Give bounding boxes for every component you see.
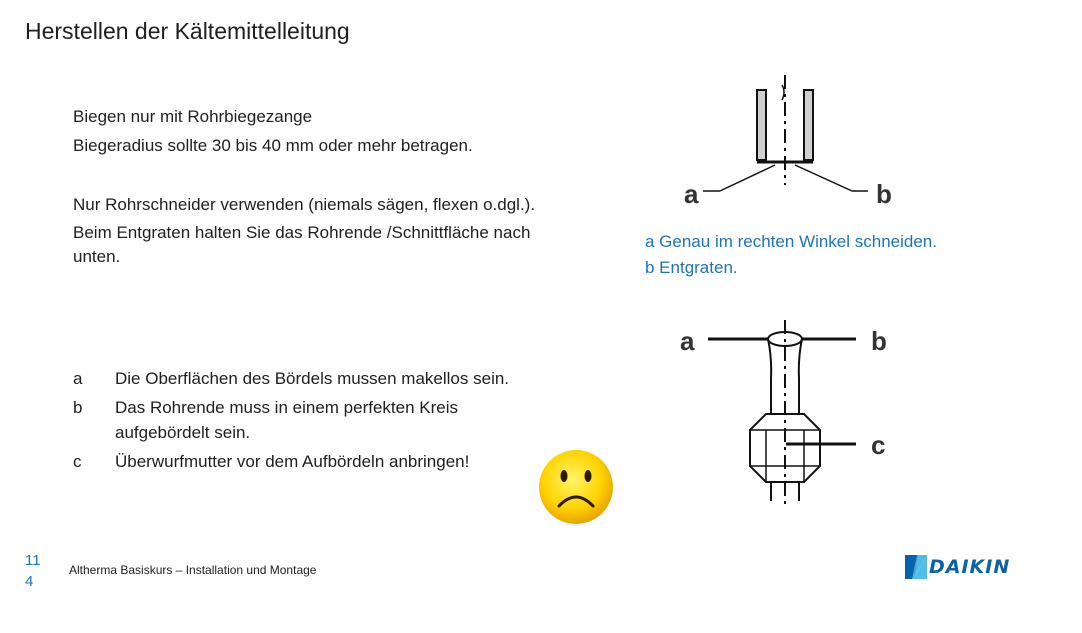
list-item [73, 366, 543, 391]
cutting-line-2: Beim Entgraten halten Sie das Rohrende /Schnittfläche nach [73, 223, 531, 242]
figure1-caption [645, 229, 937, 281]
list-text: Überwurfmutter vor dem Aufbördeln anbringen! [115, 452, 470, 471]
list-text-line-2: aufgebördelt sein. [115, 423, 251, 442]
page-number-line-2: 4 [25, 573, 34, 590]
figure1-label-b: b [876, 179, 892, 209]
list-text [115, 395, 543, 445]
bending-line-1: Biegen nur mit Rohrbiegezange [73, 107, 313, 126]
figure1-label-a: a [684, 179, 699, 209]
figure2-label-c: c [871, 430, 886, 460]
pipe-cut-diagram [668, 70, 908, 220]
flare-requirements-list [73, 366, 543, 478]
flare-nut-diagram [668, 318, 908, 518]
list-text: Die Oberflächen des Bördels mussen makellos sein. [115, 369, 510, 388]
list-item [73, 449, 543, 474]
caption-b: b Entgraten. [645, 258, 738, 277]
daikin-logo-mark [905, 555, 927, 579]
sad-face-icon [537, 448, 615, 526]
daikin-logo [905, 555, 1010, 579]
bending-text [73, 102, 473, 160]
bending-line-2: Biegeradius sollte 30 bis 40 mm oder mehr betragen. [73, 136, 473, 155]
daikin-logo-text: DAIKIN [929, 556, 1011, 578]
page-number-line-1: 11 [25, 552, 41, 569]
list-letter: c [73, 452, 82, 471]
cutting-text [73, 191, 535, 269]
cutting-line-3: unten. [73, 247, 121, 266]
list-letter: a [73, 369, 83, 388]
figure2-label-b: b [871, 326, 887, 356]
list-text-line-1: Das Rohrende muss in einem perfekten Kreis [115, 398, 458, 417]
list-letter: b [73, 398, 83, 417]
caption-a: a Genau im rechten Winkel schneiden. [645, 232, 937, 251]
page-title: Herstellen der Kältemittelleitung [25, 18, 350, 44]
cutting-line-1: Nur Rohrschneider verwenden (niemals sägen, flexen o.dgl.). [73, 195, 536, 214]
footer-course-title: Altherma Basiskurs – Installation und Montage [69, 563, 317, 577]
figure2-label-a: a [680, 326, 695, 356]
page-number [25, 550, 41, 592]
list-item [73, 395, 543, 445]
